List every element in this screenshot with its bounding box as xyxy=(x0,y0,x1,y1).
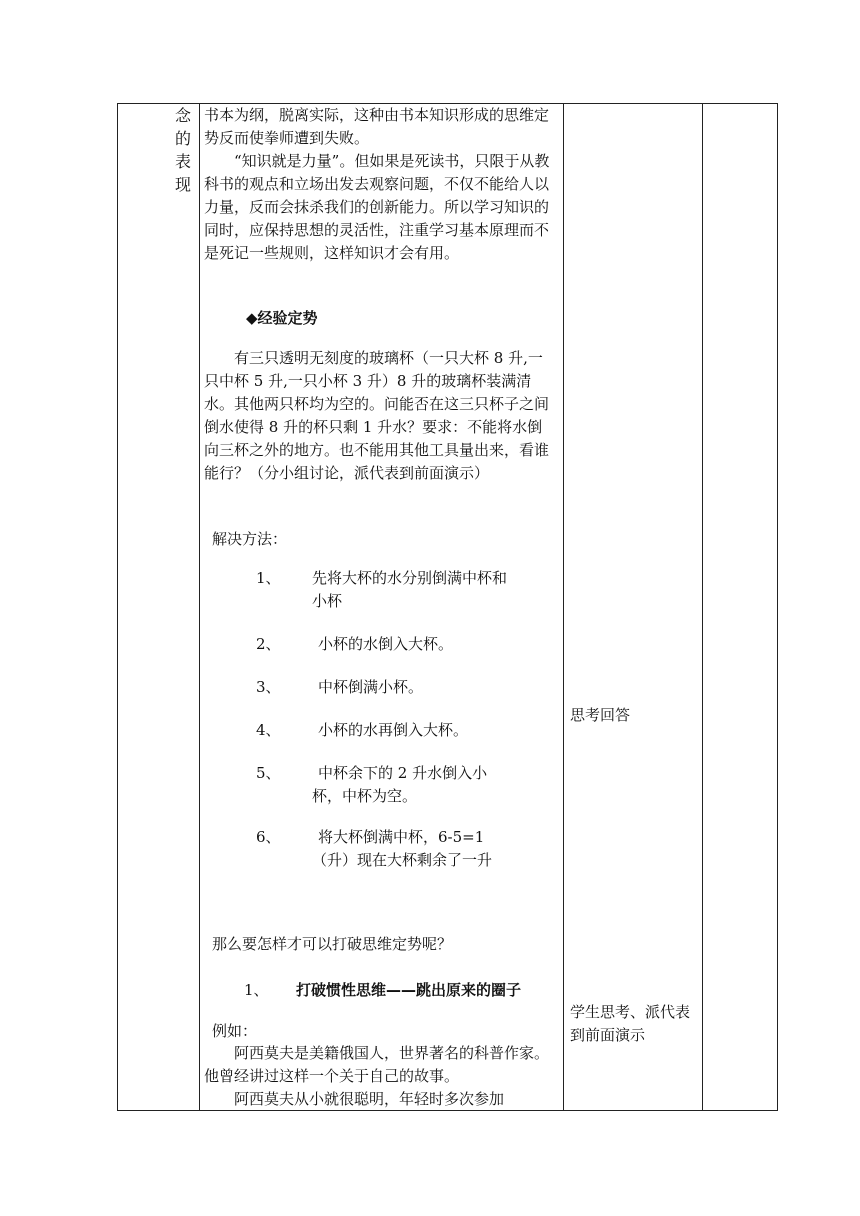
paragraph-5: 阿西莫夫从小就很聪明，年轻时多次参加 xyxy=(234,1090,505,1108)
point-heading: 打破惯性思维——跳出原来的圈子 xyxy=(296,981,522,999)
step-number: 2、 xyxy=(256,635,281,653)
table-col-line xyxy=(117,103,118,1111)
step-number: 6、 xyxy=(256,828,281,846)
step-text: 小杯的水再倒入大杯。 xyxy=(318,721,469,739)
step-text: 小杯的水倒入大杯。 xyxy=(318,635,454,653)
side-note-1: 思考回答 xyxy=(570,706,631,724)
story-block xyxy=(204,1042,556,1111)
step-text: 将大杯倒满中杯，6-5=1（升）现在大杯剩余了一升 xyxy=(312,828,493,869)
paragraph-2: “知识就是力量”。但如果是死读书，只限于从教科书的观点和立场出发去观察问题，不仅不能给人以力量，反而会抹杀我们的创新能力。所以学习知识的同时，应保持思想的灵活性，注重学习基本原理而不是死记一些规则，这样知识才会有用。 xyxy=(204,152,550,262)
paragraph-3: 有三只透明无刻度的玻璃杯（一只大杯 8 升,一只中杯 5 升,一只小杯 3 升）8 升的玻璃杯装满清水。其他两只杯均为空的。问能否在这三只杯子之间倒水使得 8 升的杯只剩 1 升水？要求：不能将水倒向三杯之外的地方。也不能用其他工具量出来，看谁能行？（分小组讨论，派代表到前面演示） xyxy=(204,349,550,482)
puzzle-paragraph-block xyxy=(204,347,556,485)
table-col-line xyxy=(702,103,703,1111)
step-number: 3、 xyxy=(256,678,281,696)
left-label-char: 的 xyxy=(174,129,191,148)
main-content-cell xyxy=(204,104,556,265)
left-label-char: 现 xyxy=(174,175,191,194)
step-number: 5、 xyxy=(256,764,281,782)
table-col-line xyxy=(777,103,778,1111)
table-col-line xyxy=(199,103,200,1111)
table-col-line xyxy=(563,103,564,1111)
step-number: 4、 xyxy=(256,721,281,739)
step-number: 1、 xyxy=(256,569,281,587)
left-label-char: 念 xyxy=(174,106,191,125)
point-number: 1、 xyxy=(244,981,269,999)
step-text: 中杯余下的 2 升水倒入小杯，中杯为空。 xyxy=(312,764,488,805)
question-text: 那么要怎样才可以打破思维定势呢？ xyxy=(212,935,453,953)
step-text: 中杯倒满小杯。 xyxy=(318,678,424,696)
paragraph-1: 书本为纲，脱离实际，这种由书本知识形成的思维定势反而使拳师遭到失败。 xyxy=(204,106,550,147)
solution-label: 解决方法： xyxy=(212,530,288,548)
left-label-cell xyxy=(170,104,196,196)
heading-experience-set: ◆经验定势 xyxy=(246,309,318,327)
side-note-2: 学生思考、派代表到前面演示 xyxy=(570,1003,691,1044)
example-label: 例如： xyxy=(212,1022,258,1040)
left-label-char: 表 xyxy=(174,152,191,171)
step-text: 先将大杯的水分别倒满中杯和小杯 xyxy=(312,569,508,610)
paragraph-4: 阿西莫夫是美籍俄国人，世界著名的科普作家。他曾经讲过这样一个关于自己的故事。 xyxy=(204,1044,550,1085)
